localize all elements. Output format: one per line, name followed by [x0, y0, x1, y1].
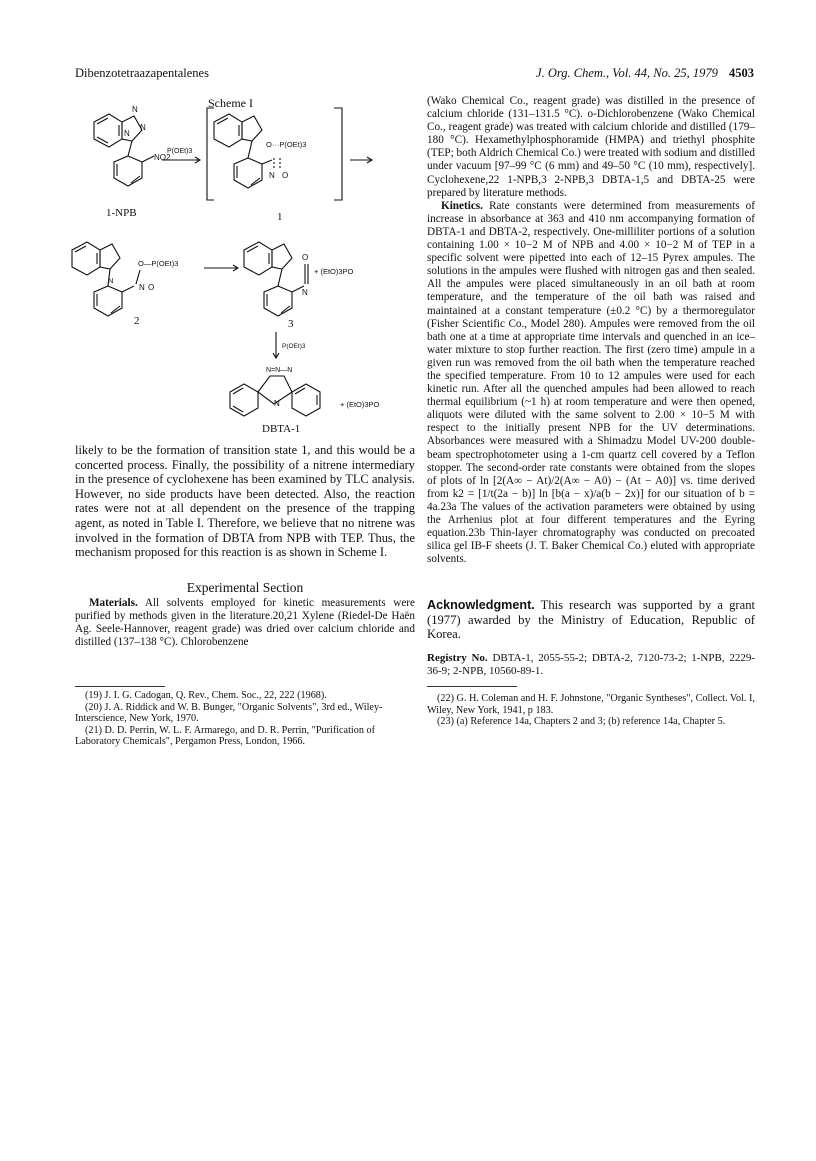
ack-label: Acknowledgment.	[427, 598, 535, 612]
discussion-text: likely to be the formation of transition state 1, and this would be a concerted process. Finally, the possibility of a nitrene intermediary in the presence of cyclohexene has been examined by TLC analysis. However, no side products have been detected. Also, the reaction rates were not at all dependent on the presence of the trapping agent, as noted in Table I. Therefore, we believe that no nitrene was involved in the formation of DBTA from NPB with TEP. Thus, the mechanism proposed for this reaction is as shown in Scheme I.	[75, 443, 415, 560]
svg-text:N: N	[139, 283, 145, 292]
running-head-left: Dibenzotetraazapentalenes	[75, 66, 209, 80]
registry-text: DBTA-1, 2055-55-2; DBTA-2, 7120-73-2; 1-NPB, 2229-36-9; 2-NPB, 10560-89-1.	[427, 652, 756, 677]
svg-text:O: O	[302, 253, 309, 262]
svg-text:N: N	[302, 288, 308, 297]
kinetics-label: Kinetics.	[441, 199, 483, 212]
footnote-19: (19) J. I. G. Cadogan, Q. Rev., Chem. Soc., 22, 222 (1968).	[85, 690, 327, 701]
discussion-paragraph	[75, 443, 415, 560]
footnote-22: (22) G. H. Coleman and H. F. Johnstone, "Organic Syntheses", Collect. Vol. I, Wiley, New York, 1941, p 183.	[427, 693, 755, 716]
footnote-divider-left	[75, 686, 165, 687]
int2-group-label: O—P(OEt)3	[138, 259, 179, 268]
reagent-label: P(OEt)3	[167, 148, 193, 155]
materials-text: All solvents employed for kinetic measurements were purified by methods given in the literature.20,21 Xylene (Riedel-De Haën Ag. Seele-Hannover, reagent grade) was dried over calcium chloride and distilled (137–138 °C). Chlorobenzene	[75, 597, 415, 649]
byproduct-2: + (EtO)3PO	[340, 400, 380, 409]
experimental-section-title: Experimental Section	[186, 580, 304, 595]
running-head-right	[536, 66, 754, 81]
footnote-divider-right	[427, 686, 517, 687]
ack-text: This research was supported by a grant (1977) awarded by the Ministry of Education, Republic of Korea.	[427, 598, 755, 642]
label-dbta: DBTA-1	[262, 423, 301, 435]
svg-text:O: O	[148, 283, 155, 292]
svg-text:N: N	[132, 105, 138, 114]
byproduct-1: + (EtO)3PO	[314, 267, 354, 276]
ts-group-label: O···P(OEt)3	[266, 140, 307, 149]
npb-n-label: N	[124, 129, 130, 138]
label-ts1: 1	[277, 211, 283, 223]
reagent-label-2: P(OEt)3	[282, 343, 306, 350]
solvents-paragraph: (Wako Chemical Co., reagent grade) was distilled in the presence of calcium chloride (131–131.5 °C). o-Dichlorobenzene (Wako Chemical Co., reagent grade) was treated with calcium chloride and distilled (179–180 °C). Hexamethylphosphoramide (HMPA) and triethyl phosphite (TEP; both Aldrich Chemical Co.) were treated with sodium and distilled under vacuum [97–99 °C (6 mm) and 49–50 °C (10 mm), respectively]. Cyclohexene,22 1-NPB,3 2-NPB,3 DBTA-1,5 and DBTA-25 were prepared by literature methods.	[427, 95, 755, 199]
svg-text:N: N	[269, 171, 275, 180]
dbta-structure	[230, 376, 320, 416]
scheme-title: Scheme I	[208, 96, 253, 110]
svg-text:N=N—N: N=N—N	[266, 367, 293, 374]
acknowledgment-paragraph	[427, 598, 755, 642]
label-3: 3	[288, 318, 294, 330]
right-column	[427, 95, 755, 566]
registry-paragraph	[427, 652, 755, 678]
journal-citation: J. Org. Chem., Vol. 44, No. 25, 1979	[536, 66, 718, 80]
label-2: 2	[134, 315, 140, 327]
npb-no2-label: NO2	[154, 153, 171, 162]
footnote-20: (20) J. A. Riddick and W. B. Bunger, "Organic Solvents", 3rd ed., Wiley-Interscience, New York, 1970.	[75, 701, 383, 725]
int2-structure	[72, 242, 140, 316]
reaction-scheme	[62, 100, 422, 435]
footnotes-left	[75, 690, 415, 748]
footnote-21: (21) D. D. Perrin, W. L. F. Armarego, and D. R. Perrin, "Purification of Laboratory Chemicals", Pergamon Press, London, 1966.	[75, 724, 375, 748]
svg-text:O: O	[282, 171, 289, 180]
kinetics-text: Rate constants were determined from measurements of increase in absorbance at 363 and 410 nm accompanying formation of DBTA-1 and DBTA-2, respectively. One-milliliter portions of a solution containing 1.00 × 10−2 M of NPB and 4.00 × 10−2 M of TEP in a specific solvent were pipetted into each of 12–15 Pyrex ampules. The solutions in the ampules were flushed with nitrogen gas and then sealed. All the ampules were placed simultaneously in an oil bath at room temperature, and the temperature of the oil bath was raised and maintained at a constant temperature (±0.2 °C) by a thermoregulator (Fisher Scientific Co., Model 280). Ampules were removed from the oil bath one at a time at appropriate time intervals and quenched in an ice–water mixture to stop further reaction. The first (zero time) ampule in a given run was removed from the oil bath when the temperature reached the specified temperature. From 10 to 12 ampules were used for each kinetic run. After all the quenched ampules had been allowed to reach thermal equilibrium (~1 h) at room temperature and were then opened, aliquots were diluted with the same solvent to 2.00 × 10−5 M with respect to the initially present NPB for the UV determinations. Absorbances were measured with a Shimadzu Model UV-200 double-beam spectrophotometer using a 1-cm quartz cell covered by a Teflon stopper. The second-order rate constants were obtained from the slopes of plots of ln [2(A∞ − At)/2(A∞ − A0) − (At − A0)] vs. time derived from k2 = [1/t(2a − b)] ln [b(a − x)/a(b − 2x)] for our situation of b = 4a.23a The values of the activation parameters were obtained by using the Arrhenius plot at four different temperatures and the Eyring equation.23b Thin-layer chromatography was conducted on precoated silica gel IB-F sheets (J. T. Baker Chemical Co.) eluted with appropriate solvents.	[427, 199, 756, 566]
svg-text:N: N	[274, 399, 280, 408]
label-1-npb: 1-NPB	[106, 207, 137, 219]
svg-text:N: N	[108, 276, 114, 285]
footnotes-right	[427, 693, 755, 728]
footnote-23: (23) (a) Reference 14a, Chapters 2 and 3; (b) reference 14a, Chapter 5.	[437, 716, 726, 728]
materials-paragraph	[75, 597, 415, 649]
svg-text:N: N	[140, 123, 146, 132]
int3-structure	[244, 242, 308, 316]
materials-label: Materials.	[89, 597, 138, 609]
page-number: 4503	[729, 66, 754, 80]
registry-label: Registry No.	[427, 652, 488, 664]
